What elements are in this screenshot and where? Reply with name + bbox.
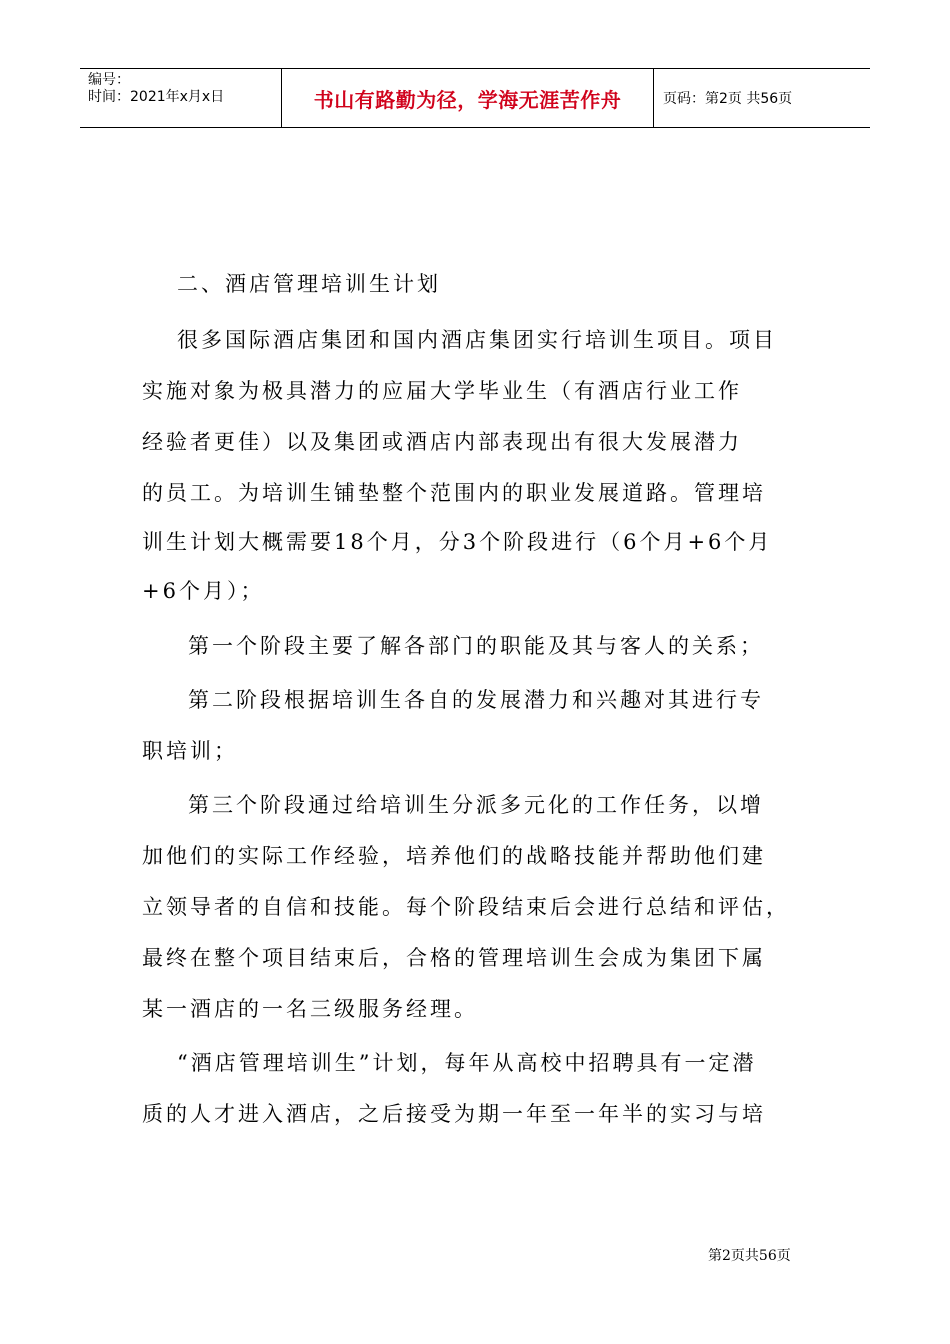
paragraph-line: 某一酒店的一名三级服务经理。 — [142, 997, 478, 1021]
paragraph-line: 实施对象为极具潜力的应届大学毕业生（有酒店行业工作 — [142, 379, 742, 403]
paragraph-line: 第一个阶段主要了解各部门的职能及其与客人的关系； — [188, 634, 764, 658]
paragraph-line: 经验者更佳）以及集团或酒店内部表现出有很大发展潜力 — [142, 430, 742, 454]
paragraph-line: 的员工。为培训生铺垫整个范围内的职业发展道路。管理培 — [142, 481, 766, 505]
document-number-label: 编号： — [88, 72, 130, 88]
header-meta — [80, 69, 282, 127]
section-heading: 二、酒店管理培训生计划 — [177, 272, 441, 296]
paragraph-line: 最终在整个项目结束后，合格的管理培训生会成为集团下属 — [142, 946, 766, 970]
paragraph-line: 第三个阶段通过给培训生分派多元化的工作任务，以增 — [188, 793, 764, 817]
header-motto-cell — [282, 69, 654, 127]
paragraph-line: 第二阶段根据培训生各自的发展潜力和兴趣对其进行专 — [188, 688, 764, 712]
paragraph-line: 立领导者的自信和技能。每个阶段结束后会进行总结和评估， — [142, 895, 790, 919]
paragraph-line: +6个月）； — [142, 579, 265, 603]
paragraph-line: 训生计划大概需要18个月，分3个阶段进行（6个月+6个月 — [142, 530, 773, 554]
paragraph-line: 很多国际酒店集团和国内酒店集团实行培训生项目。项目 — [177, 328, 777, 352]
paragraph-line: 职培训； — [142, 739, 238, 763]
paragraph-line: 质的人才进入酒店，之后接受为期一年至一年半的实习与培 — [142, 1102, 766, 1126]
paragraph-line: 加他们的实际工作经验，培养他们的战略技能并帮助他们建 — [142, 844, 766, 868]
header-page-info — [654, 69, 870, 127]
paragraph-line: “酒店管理培训生”计划，每年从高校中招聘具有一定潜 — [177, 1051, 757, 1075]
page-footer: 第2页共56页 — [708, 1248, 791, 1264]
header-page-number: 页码：第2页 共56页 — [663, 91, 793, 107]
header-motto: 书山有路勤为径，学海无涯苦作舟 — [313, 87, 622, 112]
document-header — [80, 68, 870, 128]
document-time-label: 时间：2021年x月x日 — [88, 89, 225, 105]
